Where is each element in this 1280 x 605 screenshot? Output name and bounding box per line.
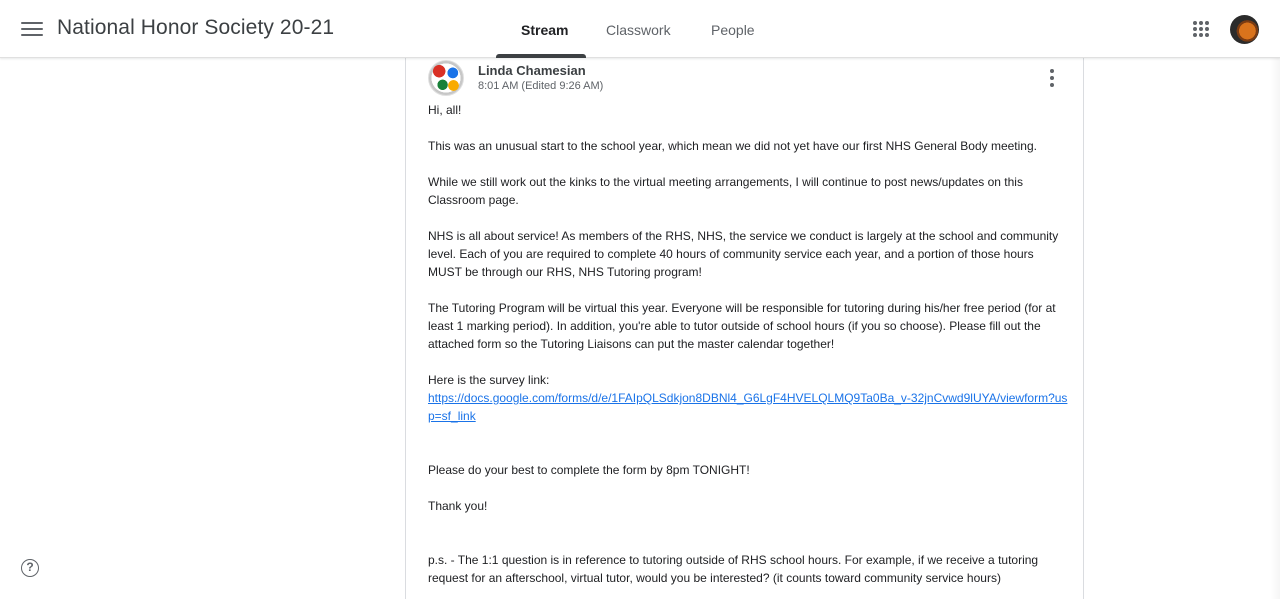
post-author: Linda Chamesian: [478, 63, 586, 78]
menu-icon[interactable]: [18, 18, 46, 40]
active-tab-indicator: [496, 54, 586, 58]
apps-grid-icon[interactable]: [1193, 21, 1209, 37]
help-icon[interactable]: ?: [21, 559, 39, 577]
post-paragraph: p.s. - The 1:1 question is in reference to tutoring outside of RHS school hours. For example, if we receive a tutoring request for an afterschool, virtual tutor, would you be interested? (it counts toward community service hours): [428, 553, 1039, 585]
more-options-icon[interactable]: [1046, 69, 1058, 87]
post-paragraph: Please do your best to complete the form by 8pm TONIGHT!: [428, 463, 750, 477]
class-title[interactable]: National Honor Society 20-21: [57, 16, 335, 39]
tab-people[interactable]: People: [711, 22, 755, 38]
post-paragraph: While we still work out the kinks to the virtual meeting arrangements, I will continue to post news/updates on this Classroom page.: [428, 175, 1023, 207]
tab-stream[interactable]: Stream: [521, 22, 569, 38]
post-body: [428, 101, 1068, 605]
account-avatar[interactable]: [1230, 15, 1259, 44]
post-timestamp: 8:01 AM (Edited 9:26 AM): [478, 80, 604, 92]
survey-link[interactable]: https://docs.google.com/forms/d/e/1FAIpQLSdkjon8DBNl4_G6LgF4HVELQLMQ9Ta0Ba_v-32jnCvwd9lUYA/viewform?usp=sf_link: [428, 391, 1068, 423]
stream-post: [405, 58, 1084, 599]
post-paragraph: Hi, all!: [428, 103, 462, 117]
post-paragraph: This was an unusual start to the school year, which mean we did not yet have our first NHS General Body meeting.: [428, 139, 1037, 153]
post-paragraph: NHS is all about service! As members of the RHS, NHS, the service we conduct is largely at the school and community level. Each of you are required to complete 40 hours of community service each year, and a portion of those hours MUST be through our RHS, NHS Tutoring program!: [428, 229, 1059, 279]
survey-link-intro: Here is the survey link:: [428, 373, 550, 387]
post-paragraph: The Tutoring Program will be virtual this year. Everyone will be responsible for tutoring during his/her free period (for at least 1 marking period). In addition, you're able to tutor outside of school hours (if you so choose). Please fill out the attached form so the Tutoring Liaisons can put the master calendar together!: [428, 301, 1056, 351]
post-paragraph: Thank you!: [428, 499, 488, 513]
tab-classwork[interactable]: Classwork: [606, 22, 671, 38]
page-edge-shadow: [1270, 58, 1280, 599]
author-avatar: [428, 60, 464, 96]
top-app-bar: [0, 0, 1280, 58]
